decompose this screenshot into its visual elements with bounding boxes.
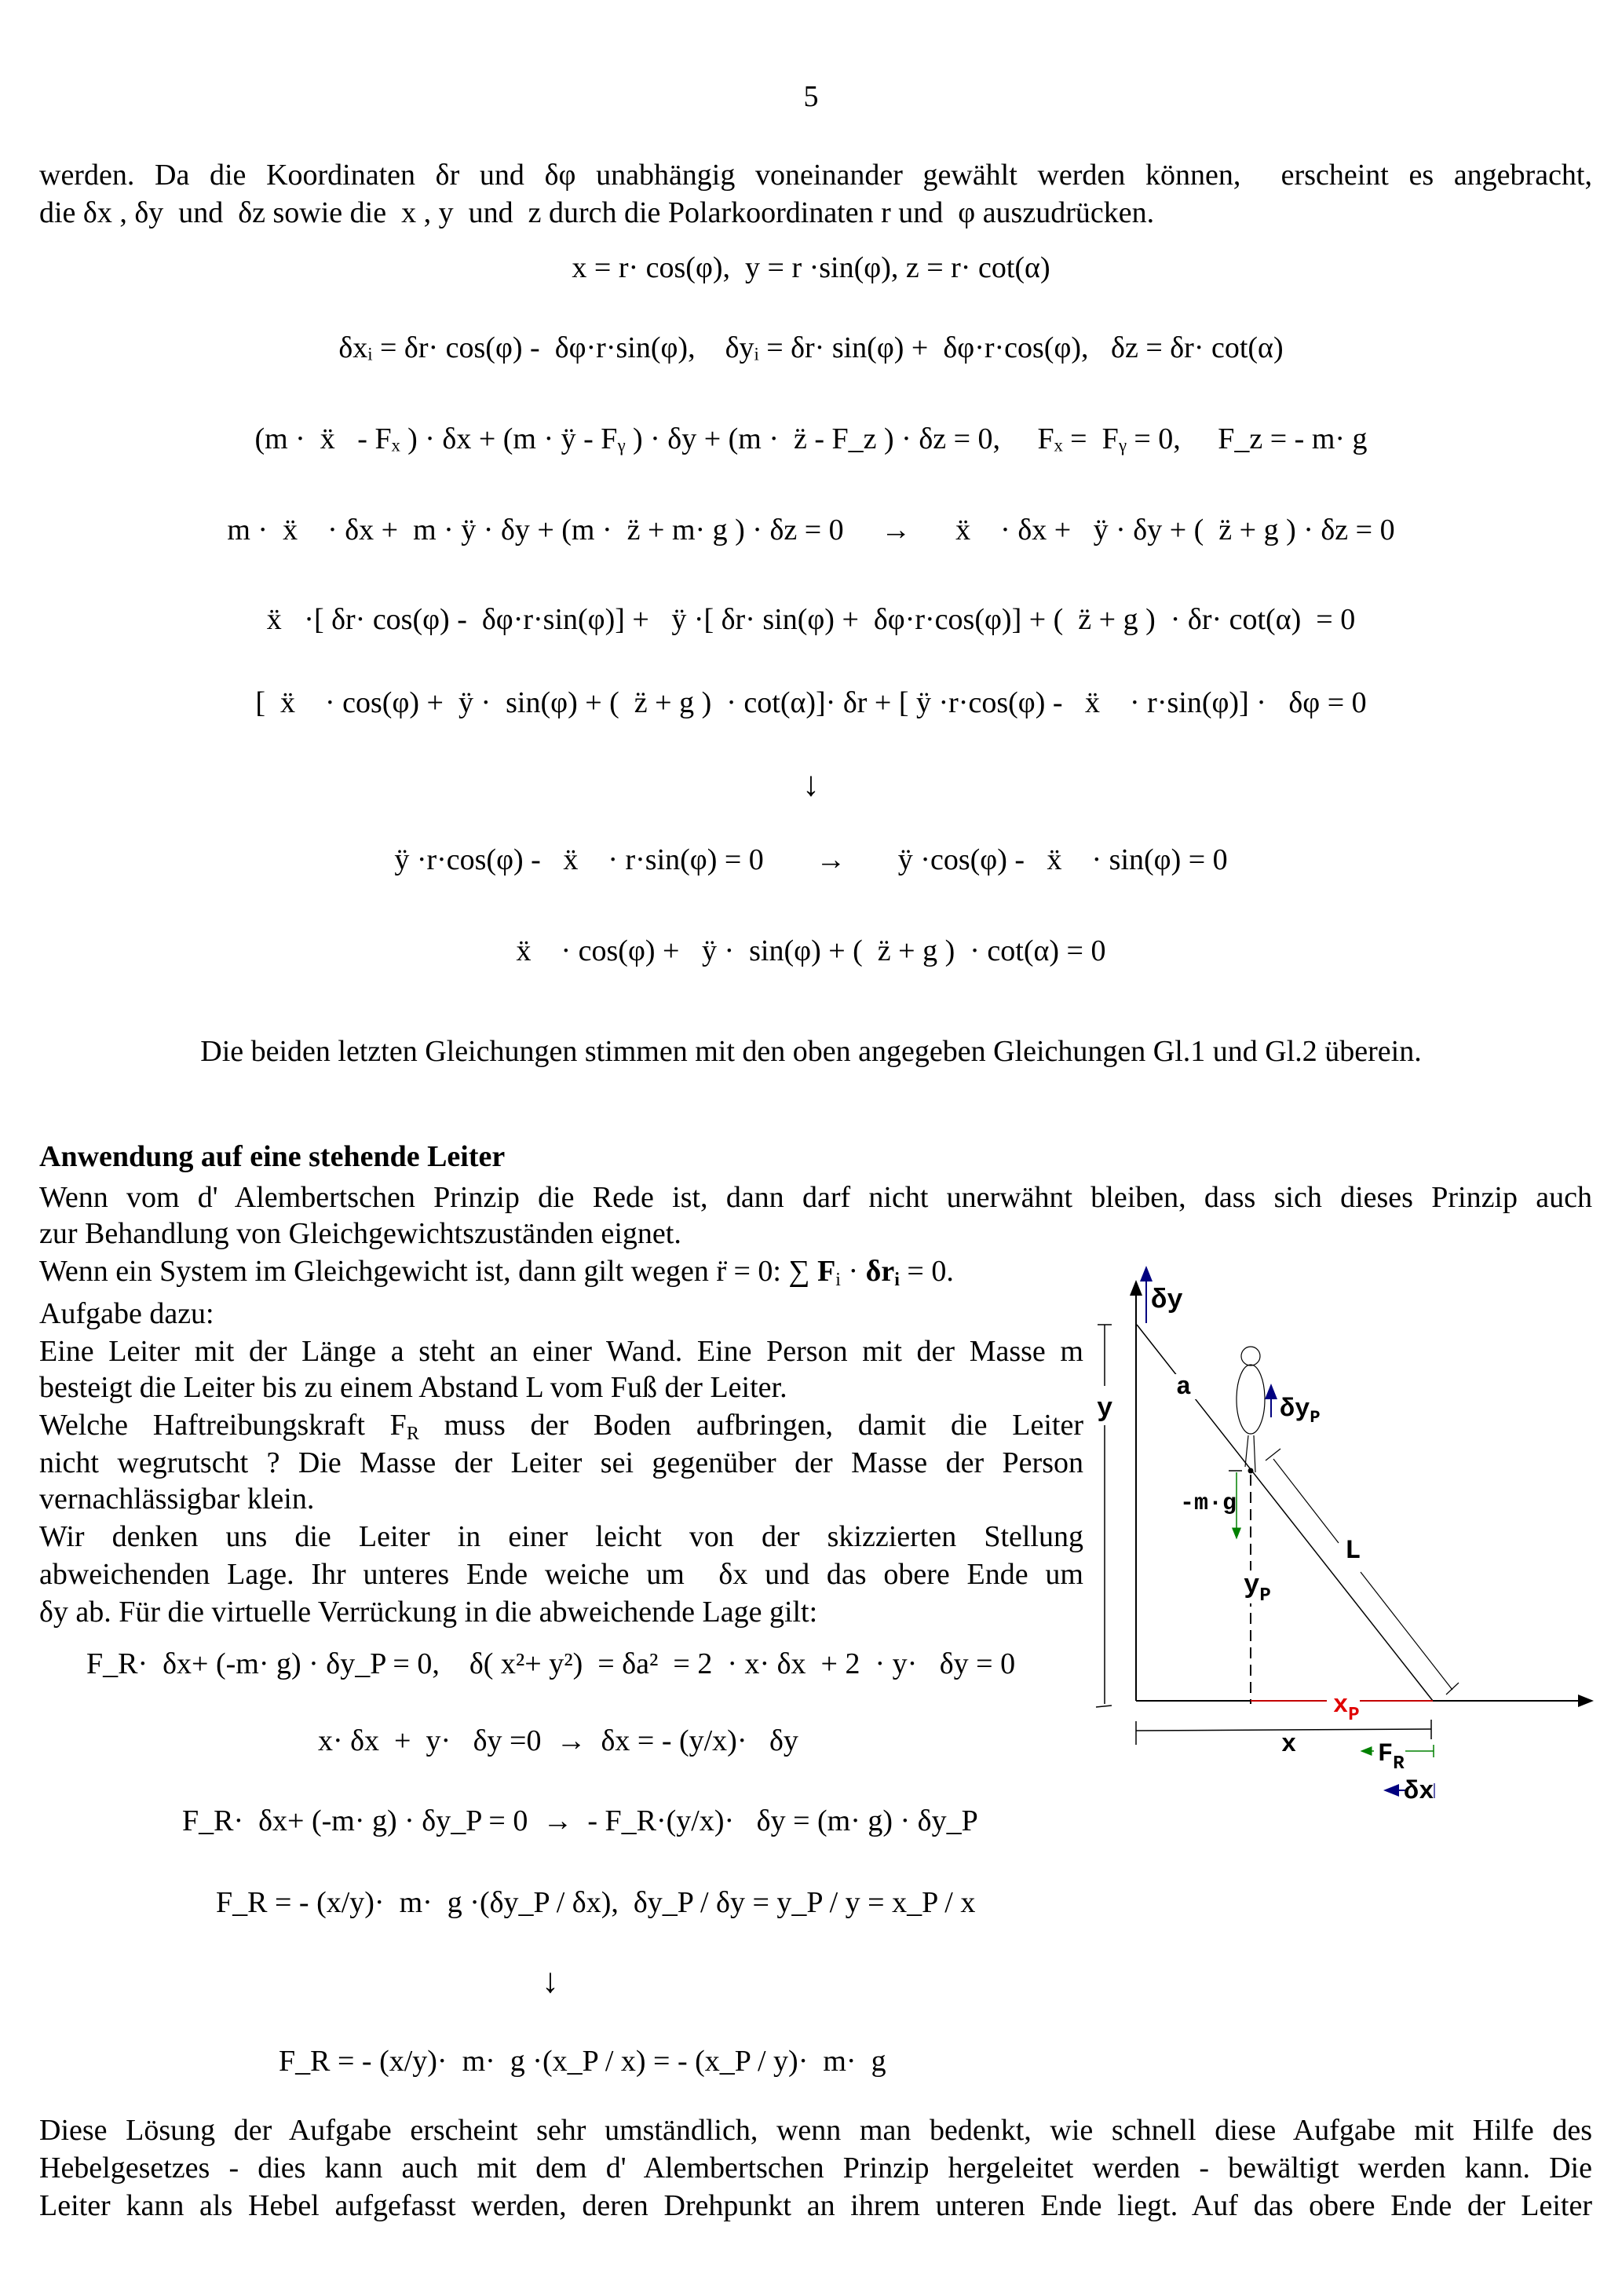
intro-line-1: werden. Da die Koordinaten δr und δφ unabhängig voneinander gewählt werden können, erscheint es angebracht, — [39, 159, 1592, 192]
final-line-3: Leiter kann als Hebel aufgefasst werden, deren Drehpunkt an ihrem unteren Ende liegt. Auf das obere Ende der Leiter — [39, 2189, 1592, 2222]
para2-dot: · — [840, 1255, 866, 1288]
task-line-5: vernachlässigbar klein. — [39, 1483, 315, 1515]
task-line-4: nicht wegrutscht ? Die Masse der Leiter sei gegenüber der Masse der Person — [39, 1446, 1083, 1479]
para1-line-1: Wenn vom d' Alembertschen Prinzip die Rede ist, dann darf nicht unerwähnt bleiben, dass sich dieses Prinzip auch — [39, 1181, 1592, 1214]
y-dimension-bottom-tick — [1096, 1706, 1112, 1707]
L-dimension-line-lower — [1361, 1572, 1452, 1690]
task-line-7: abweichenden Lage. Ihr unteres Ende weiche um δx und das obere Ende um — [39, 1558, 1083, 1591]
xp-text: x — [1333, 1691, 1349, 1720]
yp-sub: P — [1259, 1585, 1271, 1607]
task-label: Aufgabe dazu: — [39, 1297, 214, 1330]
yp-text: y — [1244, 1571, 1260, 1601]
equation-substituted: m · ẍ · δx + m · ÿ · δy + (m · z̈ + m· g ) · δz = 0 → ẍ · δx + ÿ · δy + ( z̈ + g ) · δz = 0 — [227, 514, 1395, 547]
conclusion-text: Die beiden letzten Gleichungen stimmen mit den oben angegeben Gleichungen Gl.1 und Gl.2 überein. — [200, 1035, 1422, 1068]
delta-yp-text: δy — [1280, 1395, 1310, 1424]
equation-polar-coords: x = r· cos(φ), y = r ·sin(φ), z = r· cot(α) — [572, 251, 1050, 284]
final-line-1: Diese Lösung der Aufgabe erscheint sehr umständlich, wenn man bedenkt, wie schnell diese Aufgabe mit Hilfe des — [39, 2114, 1592, 2147]
equation-variations: δxᵢ = δr· cos(φ) - δφ·r·sin(φ), δyᵢ = δr· sin(φ) + δφ·r·cos(φ), δz = δr· cot(α) — [338, 331, 1284, 364]
equation-substitution: F_R· δx+ (-m· g) · δy_P = 0 → - F_R·(y/x)· δy = (m· g) · δy_P — [182, 1804, 978, 1837]
L-dimension-top-tick — [1266, 1449, 1280, 1461]
friction-force-text: F — [1378, 1739, 1394, 1768]
delta-r-symbol: δr — [865, 1255, 895, 1288]
delta-yp-label — [1280, 1395, 1321, 1428]
equation-expanded: ẍ ·[ δr· cos(φ) - δφ·r·sin(φ)] + ÿ ·[ δr· sin(φ) + δφ·r·cos(φ)] + ( z̈ + g ) · δr· cot(α) = 0 — [266, 603, 1356, 636]
task-line-2: besteigt die Leiter bis zu einem Abstand L vom Fuß der Leiter. — [39, 1371, 787, 1404]
equation-grouped: [ ẍ · cos(φ) + ÿ · sin(φ) + ( z̈ + g ) · cot(α)]· δr + [ ÿ ·r·cos(φ) - ẍ · r·sin(φ)] · δφ = 0 — [255, 686, 1367, 719]
delta-r-subscript: i — [894, 1270, 900, 1290]
delta-yp-sub: P — [1310, 1408, 1321, 1428]
person-center-of-mass — [1248, 1468, 1254, 1474]
weight-label: -m·g — [1180, 1490, 1237, 1517]
para2-mid: = 0: ∑ — [726, 1255, 818, 1288]
friction-force-label — [1378, 1739, 1405, 1775]
force-subscript: i — [835, 1270, 841, 1290]
xp-sub: P — [1348, 1705, 1360, 1726]
equation-fr-final: F_R = - (x/y)· m· g ·(x_P / x) = - (x_P / y)· m· g — [279, 2045, 886, 2078]
task-line-3 — [39, 1407, 1083, 1443]
L-dimension-line-upper — [1273, 1459, 1339, 1543]
equation-fr-ratio: F_R = - (x/y)· m· g ·(δy_P / δx), δy_P / δy = y_P / y = x_P / x — [216, 1886, 976, 1919]
para2-prefix: Wenn ein System im Gleichgewicht ist, dann gilt wegen — [39, 1255, 717, 1288]
down-arrow-2: ↓ — [542, 1961, 559, 2000]
L-dimension-label: L — [1345, 1537, 1361, 1567]
task-line-6: Wir denken uns die Leiter in einer leicht von der skizzierten Stellung — [39, 1520, 1083, 1553]
para1-line-2: zur Behandlung von Gleichgewichtszuständen eignet. — [39, 1217, 681, 1250]
para2-end: = 0. — [899, 1255, 954, 1288]
page-number: 5 — [803, 80, 819, 113]
equation-dalembert: (m · ẍ - Fₓ ) · δx + (m · ÿ - Fᵧ ) · δy + (m · z̈ - F_z ) · δz = 0, Fₓ = Fᵧ = 0, F_z = - m· g — [254, 422, 1368, 455]
task-line-3-sub: R — [406, 1424, 419, 1444]
equation-result-2: ẍ · cos(φ) + ÿ · sin(φ) + ( z̈ + g ) · cot(α) = 0 — [516, 934, 1106, 967]
equation-result-1: ÿ ·r·cos(φ) - ẍ · r·sin(φ) = 0 → ÿ ·cos(φ) - ẍ · sin(φ) = 0 — [394, 843, 1228, 876]
person-body — [1237, 1365, 1265, 1434]
delta-y-label: δy — [1151, 1286, 1183, 1316]
ladder-label-a: a — [1176, 1373, 1192, 1402]
down-arrow-1: ↓ — [802, 765, 820, 803]
x-dimension-label: x — [1281, 1730, 1297, 1759]
force-symbol: F — [817, 1255, 836, 1288]
para2-line — [39, 1253, 954, 1289]
person-leg-right — [1254, 1435, 1255, 1472]
section-heading: Anwendung auf eine stehende Leiter — [39, 1140, 506, 1173]
task-line-3-b: muss der Boden aufbringen, damit die Leiter — [418, 1409, 1083, 1442]
final-line-2: Hebelgesetzes - dies kann auch mit dem d' Alembertschen Prinzip hergeleitet werden - bewältigt werden kann. Die — [39, 2152, 1592, 2184]
equation-virtual-work: F_R· δx+ (-m· g) · δy_P = 0, δ( x²+ y²) = δa² = 2 · x· δx + 2 · y· δy = 0 — [86, 1647, 1016, 1680]
ladder-diagram — [1083, 1256, 1594, 1806]
task-line-8: δy ab. Für die virtuelle Verrückung in die abweichende Lage gilt: — [39, 1596, 818, 1629]
intro-line-2: die δx , δy und δz sowie die x , y und z durch die Polarkoordinaten r und φ auszudrücken. — [39, 196, 1155, 229]
friction-force-sub: R — [1393, 1753, 1405, 1775]
person-leg-left — [1245, 1435, 1248, 1467]
r-double-dot: r̈ — [716, 1255, 726, 1288]
delta-x-label: δx — [1404, 1777, 1434, 1806]
person-head — [1241, 1347, 1260, 1366]
task-line-3-a: Welche Haftreibungskraft F — [39, 1409, 407, 1442]
y-dimension-label: y — [1097, 1395, 1113, 1424]
task-line-1: Eine Leiter mit der Länge a steht an einer Wand. Eine Person mit der Masse m — [39, 1335, 1083, 1368]
equation-constraint: x· δx + y· δy =0 → δx = - (y/x)· δy — [318, 1724, 798, 1757]
